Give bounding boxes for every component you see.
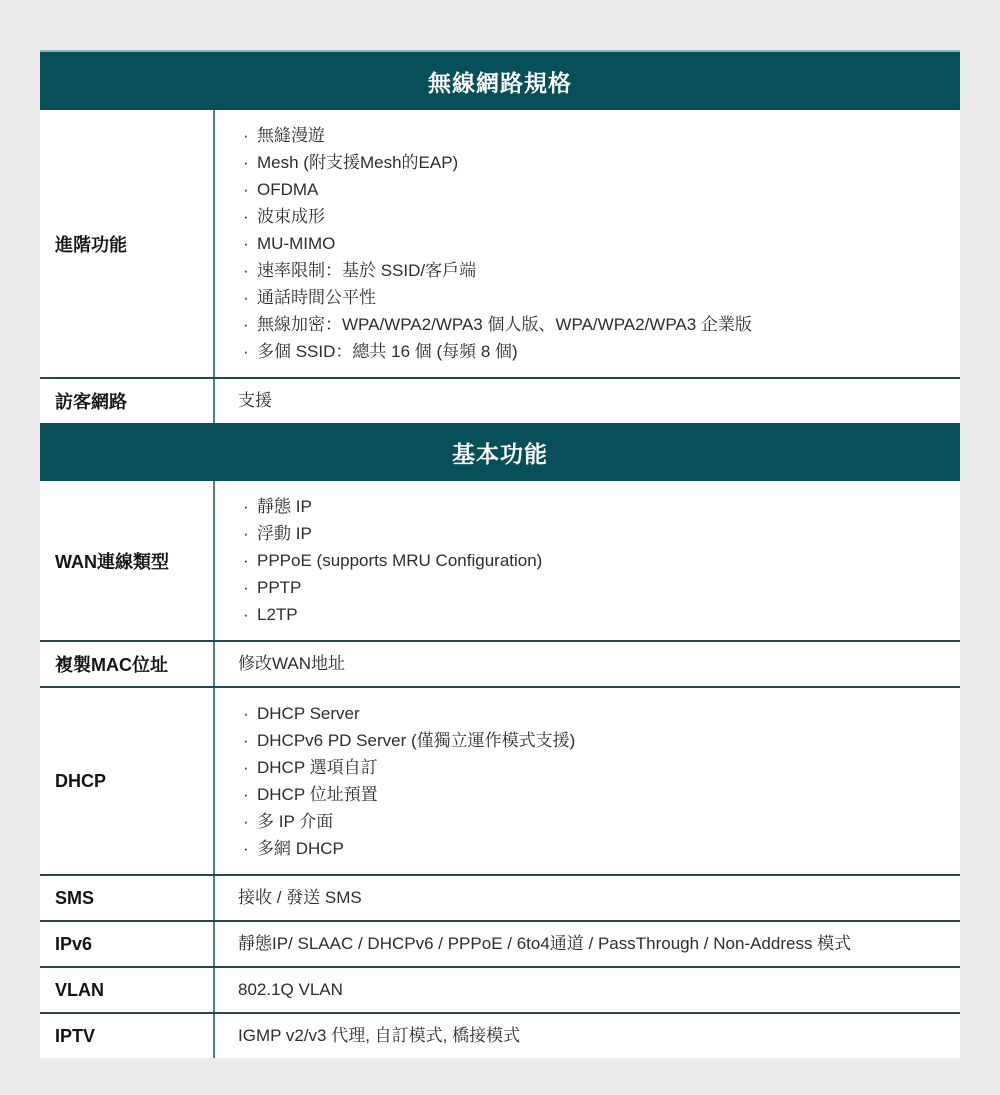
bullet-icon: · (243, 605, 249, 624)
row-label: 訪客網路 (40, 379, 215, 423)
list-item-text: 多個 SSID：總共 16 個 (每頻 8 個) (257, 342, 518, 361)
table-row (40, 110, 960, 377)
list-item (243, 754, 948, 781)
table-row (40, 686, 960, 874)
bullet-icon: · (243, 126, 249, 145)
section-header (40, 423, 960, 481)
bullet-icon: · (243, 497, 249, 516)
table-row (40, 640, 960, 686)
row-label: VLAN (40, 968, 215, 1012)
bullet-icon: · (243, 524, 249, 543)
table-row (40, 920, 960, 966)
row-value (215, 1014, 960, 1058)
list-item-text: L2TP (257, 605, 298, 624)
list-item-text: 多 IP 介面 (257, 812, 334, 831)
list-item (243, 311, 948, 338)
list-item (243, 176, 948, 203)
bullet-icon: · (243, 731, 249, 750)
row-value (215, 876, 960, 920)
list-item (243, 727, 948, 754)
row-value (215, 688, 960, 874)
list-item (243, 835, 948, 862)
row-label: DHCP (40, 688, 215, 874)
row-value-text: 支援 (238, 391, 272, 410)
spec-table (40, 50, 960, 1058)
list-item (243, 284, 948, 311)
bullet-icon: · (243, 551, 249, 570)
list-item (243, 493, 948, 520)
list-item (243, 808, 948, 835)
section-title: 無線網路規格 (428, 69, 572, 96)
table-row (40, 1012, 960, 1058)
list-item (243, 230, 948, 257)
bullet-icon: · (243, 234, 249, 253)
bullet-icon: · (243, 261, 249, 280)
bullet-list (215, 110, 960, 377)
list-item-text: MU-MIMO (257, 234, 336, 253)
list-item (243, 700, 948, 727)
bullet-list (215, 481, 960, 640)
list-item-text: 通話時間公平性 (257, 288, 376, 307)
list-item-text: 無線加密：WPA/WPA2/WPA3 個人版、WPA/WPA2/WPA3 企業版 (257, 315, 752, 334)
bullet-icon: · (243, 812, 249, 831)
list-item (243, 149, 948, 176)
row-value (215, 968, 960, 1012)
row-value-text: 接收 / 發送 SMS (238, 888, 362, 907)
row-label: WAN連線類型 (40, 481, 215, 640)
list-item (243, 338, 948, 365)
list-item-text: Mesh (附支援Mesh的EAP) (257, 153, 459, 172)
row-label: SMS (40, 876, 215, 920)
row-label: 複製MAC位址 (40, 642, 215, 686)
list-item (243, 574, 948, 601)
list-item-text: OFDMA (257, 180, 319, 199)
list-item (243, 601, 948, 628)
bullet-icon: · (243, 758, 249, 777)
row-label: IPv6 (40, 922, 215, 966)
list-item-text: 波束成形 (257, 207, 325, 226)
table-row (40, 874, 960, 920)
bullet-icon: · (243, 153, 249, 172)
bullet-icon: · (243, 342, 249, 361)
row-label: 進階功能 (40, 110, 215, 377)
list-item (243, 520, 948, 547)
list-item-text: 速率限制：基於 SSID/客戶端 (257, 261, 477, 280)
list-item (243, 257, 948, 284)
bullet-icon: · (243, 180, 249, 199)
bullet-icon: · (243, 785, 249, 804)
row-value-text: 802.1Q VLAN (238, 980, 343, 999)
row-value (215, 642, 960, 686)
list-item (243, 781, 948, 808)
row-value (215, 110, 960, 377)
list-item-text: DHCP 位址預置 (257, 785, 378, 804)
list-item-text: 浮動 IP (257, 524, 312, 543)
row-value (215, 379, 960, 423)
table-row (40, 966, 960, 1012)
bullet-icon: · (243, 578, 249, 597)
list-item-text: 無縫漫遊 (257, 126, 325, 145)
bullet-icon: · (243, 839, 249, 858)
row-value-text: 修改WAN地址 (238, 654, 346, 673)
list-item-text: PPPoE (supports MRU Configuration) (257, 551, 543, 570)
row-value (215, 922, 960, 966)
list-item-text: DHCP Server (257, 704, 360, 723)
list-item (243, 547, 948, 574)
section-title: 基本功能 (452, 440, 548, 467)
bullet-icon: · (243, 315, 249, 334)
bullet-icon: · (243, 207, 249, 226)
bullet-icon: · (243, 704, 249, 723)
list-item (243, 122, 948, 149)
row-value (215, 481, 960, 640)
list-item (243, 203, 948, 230)
table-row (40, 377, 960, 423)
bullet-list (215, 688, 960, 874)
bullet-icon: · (243, 288, 249, 307)
row-value-text: 靜態IP/ SLAAC / DHCPv6 / PPPoE / 6to4通道 / PassThrough / Non-Address 模式 (238, 934, 852, 953)
list-item-text: DHCPv6 PD Server (僅獨立運作模式支援) (257, 731, 576, 750)
table-row (40, 481, 960, 640)
section-header (40, 52, 960, 110)
row-value-text: IGMP v2/v3 代理, 自訂模式, 橋接模式 (238, 1026, 521, 1045)
list-item-text: DHCP 選項自訂 (257, 758, 378, 777)
list-item-text: PPTP (257, 578, 302, 597)
list-item-text: 多網 DHCP (257, 839, 344, 858)
row-label: IPTV (40, 1014, 215, 1058)
list-item-text: 靜態 IP (257, 497, 312, 516)
